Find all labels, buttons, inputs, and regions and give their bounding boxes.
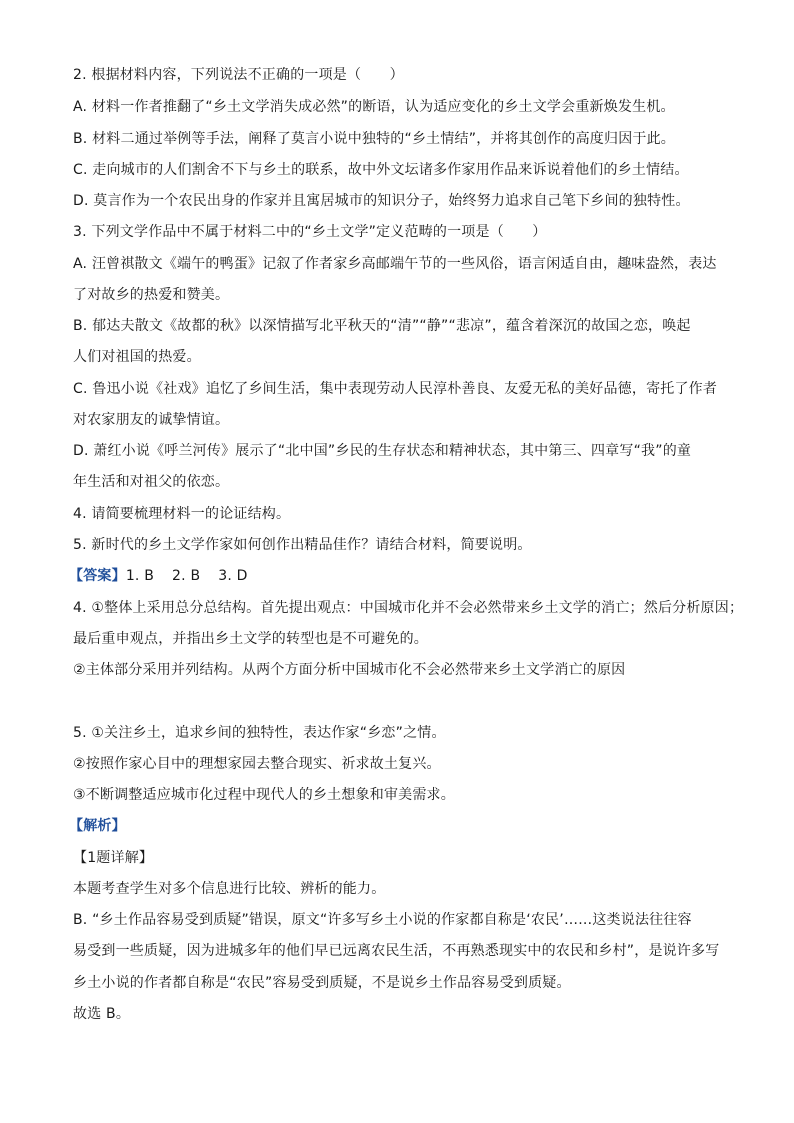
question-3-option-b-line2: 人们对祖国的热爱。 [73,349,201,365]
question-4: 4. 请简要梳理材料一的论证结构。 [73,506,291,522]
question-3-option-a-line1: A. 汪曾祺散文《端午的鸭蛋》记叙了作者家乡高邮端午节的一些风俗，语言闲适自由，趣味盎然，表达 [73,256,717,272]
answer-4-line1: 4. ①整体上采用总分总结构。首先提出观点：中国城市化并不会必然带来乡土文学的消亡；然后分析原因； [73,600,744,616]
analysis-line4: 乡土小说的作者都自称是“农民”容易受到质疑，不是说乡土作品容易受到质疑。 [73,975,571,991]
answer-5-line3: ③不断调整适应城市化过程中现代人的乡土想象和审美需求。 [73,787,455,803]
answer-5-line1: 5. ①关注乡土，追求乡间的独特性，表达作家“乡恋”之情。 [73,725,446,741]
answer-2: 2. B [172,568,201,584]
answer-3: 3. D [218,568,248,584]
question-2-stem: 2. 根据材料内容，下列说法不正确的一项是（ ） [73,67,404,83]
question-3-option-d-line2: 年生活和对祖父的依恋。 [73,474,230,490]
answer-4-line2: 最后重申观点，并指出乡土文学的转型也是不可避免的。 [73,631,428,647]
question-2-option-d: D. 莫言作为一个农民出身的作家并且寓居城市的知识分子，始终努力追求自己笔下乡间的独特性。 [73,193,690,209]
question-5: 5. 新时代的乡土文学作家如何创作出精品佳作？请结合材料，简要说明。 [73,537,532,553]
analysis-line2: B. “乡土作品容易受到质疑”错误，原文“许多写乡土小说的作家都自称是‘农民’……这类说法往往容 [73,912,692,928]
answer-line [69,567,248,585]
answer-4-line3: ②主体部分采用并列结构。从两个方面分析中国城市化不会必然带来乡土文学消亡的原因 [73,662,626,678]
analysis-line5: 故选 B。 [73,1006,131,1022]
analysis-line3: 易受到一些质疑，因为进城多年的他们早已远离农民生活，不再熟悉现实中的农民和乡村”，是说许多写 [73,943,720,959]
question-2-option-c: C. 走向城市的人们割舍不下与乡土的联系，故中外文坛诸多作家用作品来诉说着他们的乡土情结。 [73,162,689,178]
answer-tag: 【答案】 [69,568,126,584]
answer-5-line2: ②按照作家心目中的理想家园去整合现实、祈求故土复兴。 [73,756,441,772]
question-3-option-d-line1: D. 萧红小说《呼兰河传》展示了“北中国”乡民的生存状态和精神状态，其中第三、四章写“我”的童 [73,443,692,459]
detail-title: 【1题详解】 [73,850,154,866]
question-2-option-a: A. 材料一作者推翻了“乡土文学消失成必然”的断语，认为适应变化的乡土文学会重新焕发生机。 [73,99,675,115]
question-3-option-b-line1: B. 郁达夫散文《故都的秋》以深情描写北平秋天的“清”“静”“悲凉”，蕴含着深沉的故国之恋，唤起 [73,318,691,334]
question-3-stem: 3. 下列文学作品中不属于材料二中的“乡土文学”定义范畴的一项是（ ） [73,224,547,240]
question-2-option-b: B. 材料二通过举例等手法，阐释了莫言小说中独特的“乡土情结”，并将其创作的高度归因于此。 [73,131,676,147]
analysis-line1: 本题考查学生对多个信息进行比较、辨析的能力。 [73,881,386,897]
question-3-option-c-line2: 对农家朋友的诚挚情谊。 [73,412,230,428]
question-3-option-c-line1: C. 鲁迅小说《社戏》追忆了乡间生活，集中表现劳动人民淳朴善良、友爱无私的美好品德，寄托了作者 [73,381,718,397]
question-3-option-a-line2: 了对故乡的热爱和赞美。 [73,287,230,303]
analysis-tag: 【解析】 [69,818,126,834]
answer-1: 1. B [125,568,155,584]
